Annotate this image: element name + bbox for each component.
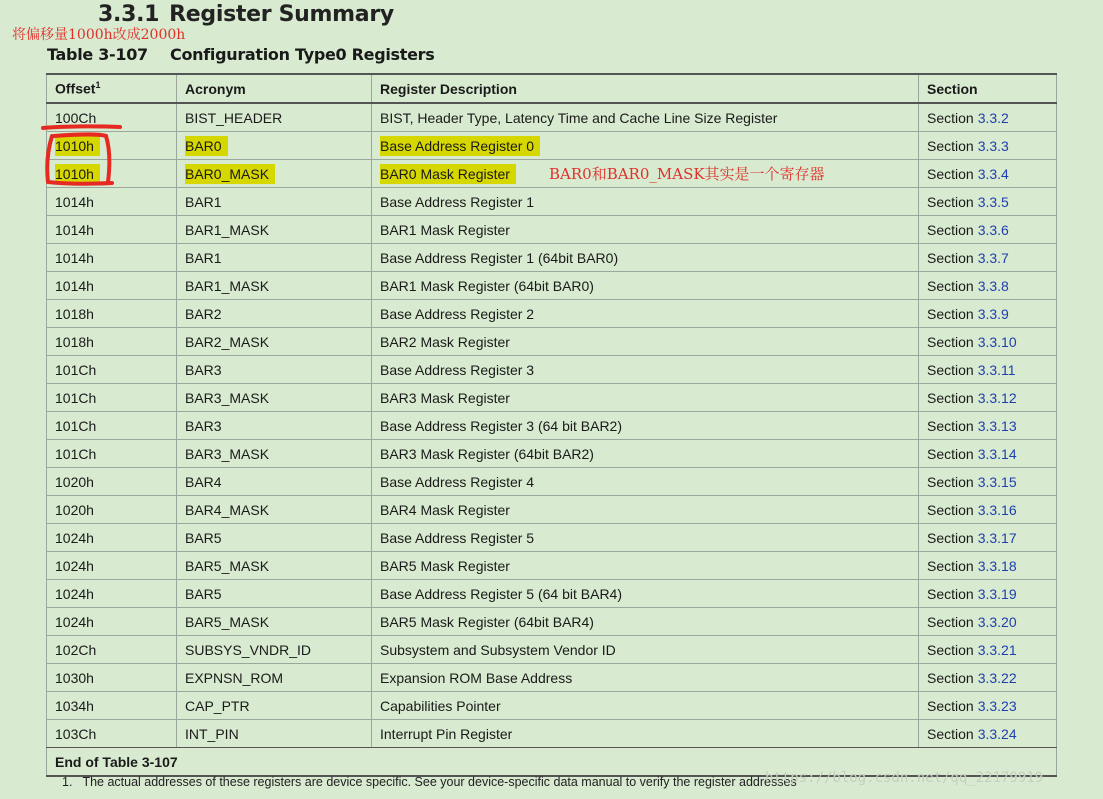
cell-acronym: BAR3_MASK <box>177 440 372 468</box>
cell-description: Base Address Register 2 <box>372 300 919 328</box>
cell-description: BAR5 Mask Register <box>372 552 919 580</box>
cell-section: Section 3.3.20 <box>919 608 1057 636</box>
table-row <box>47 412 1057 440</box>
cell-description: BAR3 Mask Register <box>372 384 919 412</box>
cell-section: Section 3.3.17 <box>919 524 1057 552</box>
watermark: https://blog.csdn.net/qq_22179919 <box>765 770 1044 786</box>
table-title: Configuration Type0 Registers <box>170 45 435 64</box>
cell-acronym: BIST_HEADER <box>177 103 372 132</box>
cell-description: Base Address Register 5 (64 bit BAR4) <box>372 580 919 608</box>
cell-acronym: BAR1 <box>177 188 372 216</box>
cell-acronym: BAR1 <box>177 244 372 272</box>
section-link[interactable]: 3.3.19 <box>977 585 1017 602</box>
table-row <box>47 524 1057 552</box>
cell-offset: 1024h <box>47 524 177 552</box>
section-link[interactable]: 3.3.3 <box>977 137 1009 154</box>
cell-offset: 1034h <box>47 692 177 720</box>
cell-section: Section 3.3.7 <box>919 244 1057 272</box>
cell-section: Section 3.3.24 <box>919 720 1057 748</box>
cell-section: Section 3.3.22 <box>919 664 1057 692</box>
table-row <box>47 720 1057 748</box>
header-description: Register Description <box>372 74 919 103</box>
footnote-text: The actual addresses of these registers are device specific. See your device-specific data manual to verify the register addresses <box>82 775 797 789</box>
cell-description: Base Address Register 0 <box>372 132 919 160</box>
section-link[interactable]: 3.3.24 <box>977 725 1017 742</box>
cell-description: BAR2 Mask Register <box>372 328 919 356</box>
section-link[interactable]: 3.3.11 <box>977 361 1016 378</box>
footnote-number: 1. <box>62 775 73 789</box>
section-link[interactable]: 3.3.12 <box>977 389 1017 406</box>
cell-acronym: BAR4 <box>177 468 372 496</box>
cell-acronym: BAR5_MASK <box>177 608 372 636</box>
cell-offset: 1010h <box>47 132 177 160</box>
cell-section: Section 3.3.23 <box>919 692 1057 720</box>
table-row <box>47 552 1057 580</box>
cell-section: Section 3.3.11 <box>919 356 1057 384</box>
cell-offset: 1024h <box>47 580 177 608</box>
cell-acronym: BAR5 <box>177 524 372 552</box>
footnote <box>62 775 797 789</box>
cell-offset: 1018h <box>47 328 177 356</box>
cell-description: Subsystem and Subsystem Vendor ID <box>372 636 919 664</box>
cell-description: Base Address Register 3 <box>372 356 919 384</box>
handwritten-note-bar0: BAR0和BAR0_MASK其实是一个寄存器 <box>549 165 825 183</box>
section-number: 3.3.1 <box>98 2 160 27</box>
cell-description: BIST, Header Type, Latency Time and Cache Line Size Register <box>372 103 919 132</box>
cell-section: Section 3.3.14 <box>919 440 1057 468</box>
cell-description: Capabilities Pointer <box>372 692 919 720</box>
section-link[interactable]: 3.3.23 <box>977 697 1017 714</box>
table-row <box>47 328 1057 356</box>
cell-offset: 101Ch <box>47 356 177 384</box>
cell-section: Section 3.3.15 <box>919 468 1057 496</box>
cell-section: Section 3.3.8 <box>919 272 1057 300</box>
table-header-row <box>47 74 1057 103</box>
table-label: Table 3-107 <box>47 45 148 64</box>
cell-offset: 101Ch <box>47 412 177 440</box>
cell-description: BAR1 Mask Register <box>372 216 919 244</box>
section-link[interactable]: 3.3.18 <box>977 557 1017 574</box>
cell-section: Section 3.3.2 <box>919 103 1057 132</box>
table-row <box>47 608 1057 636</box>
table-row <box>47 300 1057 328</box>
cell-acronym: BAR4_MASK <box>177 496 372 524</box>
cell-section: Section 3.3.9 <box>919 300 1057 328</box>
cell-description: Base Address Register 1 (64bit BAR0) <box>372 244 919 272</box>
table-row <box>47 356 1057 384</box>
table-row <box>47 692 1057 720</box>
cell-description: BAR4 Mask Register <box>372 496 919 524</box>
cell-description: Base Address Register 4 <box>372 468 919 496</box>
cell-acronym: BAR1_MASK <box>177 216 372 244</box>
cell-section: Section 3.3.18 <box>919 552 1057 580</box>
cell-description: Base Address Register 3 (64 bit BAR2) <box>372 412 919 440</box>
cell-section: Section 3.3.6 <box>919 216 1057 244</box>
cell-acronym: BAR0 <box>177 132 372 160</box>
header-section: Section <box>919 74 1057 103</box>
section-link[interactable]: 3.3.4 <box>977 165 1009 182</box>
section-link[interactable]: 3.3.9 <box>977 305 1009 322</box>
table-row <box>47 580 1057 608</box>
table-row <box>47 103 1057 132</box>
cell-acronym: SUBSYS_VNDR_ID <box>177 636 372 664</box>
cell-offset: 1014h <box>47 216 177 244</box>
cell-section: Section 3.3.4 <box>919 160 1057 188</box>
cell-acronym: BAR1_MASK <box>177 272 372 300</box>
section-link[interactable]: 3.3.5 <box>977 193 1009 210</box>
cell-acronym: BAR3_MASK <box>177 384 372 412</box>
table-row <box>47 440 1057 468</box>
cell-description: Expansion ROM Base Address <box>372 664 919 692</box>
cell-description: Base Address Register 1 <box>372 188 919 216</box>
cell-description: BAR1 Mask Register (64bit BAR0) <box>372 272 919 300</box>
cell-section: Section 3.3.12 <box>919 384 1057 412</box>
cell-offset: 103Ch <box>47 720 177 748</box>
table-caption <box>47 45 435 64</box>
cell-acronym: BAR5_MASK <box>177 552 372 580</box>
cell-acronym: BAR3 <box>177 412 372 440</box>
cell-offset: 101Ch <box>47 440 177 468</box>
cell-offset: 1020h <box>47 496 177 524</box>
cell-offset: 1018h <box>47 300 177 328</box>
section-link[interactable]: 3.3.22 <box>977 669 1017 686</box>
section-link[interactable]: 3.3.8 <box>977 277 1009 294</box>
cell-acronym: INT_PIN <box>177 720 372 748</box>
cell-section: Section 3.3.19 <box>919 580 1057 608</box>
cell-offset: 102Ch <box>47 636 177 664</box>
header-offset-footnote-mark: 1 <box>95 80 101 91</box>
cell-description: BAR5 Mask Register (64bit BAR4) <box>372 608 919 636</box>
section-title: Register Summary <box>169 2 394 27</box>
table-row <box>47 132 1057 160</box>
table-row <box>47 244 1057 272</box>
section-link[interactable]: 3.3.15 <box>977 473 1017 490</box>
cell-offset: 1020h <box>47 468 177 496</box>
cell-description: BAR3 Mask Register (64bit BAR2) <box>372 440 919 468</box>
cell-description: BAR0 Mask Register <box>372 160 919 188</box>
cell-section: Section 3.3.21 <box>919 636 1057 664</box>
cell-section: Section 3.3.13 <box>919 412 1057 440</box>
section-link[interactable]: 3.3.17 <box>977 529 1017 546</box>
cell-acronym: CAP_PTR <box>177 692 372 720</box>
cell-offset: 1030h <box>47 664 177 692</box>
cell-acronym: BAR3 <box>177 356 372 384</box>
section-link[interactable]: 3.3.20 <box>977 613 1017 630</box>
cell-acronym: BAR0_MASK <box>177 160 372 188</box>
cell-section: Section 3.3.5 <box>919 188 1057 216</box>
cell-section: Section 3.3.16 <box>919 496 1057 524</box>
section-link[interactable]: 3.3.7 <box>977 249 1009 266</box>
cell-offset: 1024h <box>47 608 177 636</box>
cell-section: Section 3.3.3 <box>919 132 1057 160</box>
table-body <box>47 103 1057 748</box>
cell-offset: 1014h <box>47 272 177 300</box>
table-row <box>47 384 1057 412</box>
cell-description: Base Address Register 5 <box>372 524 919 552</box>
table-row <box>47 468 1057 496</box>
cell-offset: 1014h <box>47 244 177 272</box>
cell-offset: 1024h <box>47 552 177 580</box>
header-acronym: Acronym <box>177 74 372 103</box>
section-link[interactable]: 3.3.13 <box>977 417 1017 434</box>
cell-offset: 100Ch <box>47 103 177 132</box>
cell-description: Interrupt Pin Register <box>372 720 919 748</box>
cell-offset: 101Ch <box>47 384 177 412</box>
header-offset: Offset$^1$ <box>47 74 177 103</box>
table-row <box>47 188 1057 216</box>
cell-acronym: EXPNSN_ROM <box>177 664 372 692</box>
section-link[interactable]: 3.3.21 <box>977 641 1017 658</box>
cell-offset: 1010h <box>47 160 177 188</box>
table-row <box>47 496 1057 524</box>
cell-acronym: BAR5 <box>177 580 372 608</box>
section-link[interactable]: 3.3.6 <box>977 221 1009 238</box>
table-row <box>47 636 1057 664</box>
cell-acronym: BAR2_MASK <box>177 328 372 356</box>
section-link[interactable]: 3.3.14 <box>977 445 1017 462</box>
cell-acronym: BAR2 <box>177 300 372 328</box>
cell-offset: 1014h <box>47 188 177 216</box>
table-row <box>47 216 1057 244</box>
section-link[interactable]: 3.3.10 <box>977 333 1017 350</box>
handwritten-note-offset: 将偏移量1000h改成2000h <box>12 27 186 43</box>
table-end-label: End of Table 3-107 <box>47 748 1057 777</box>
table-row <box>47 664 1057 692</box>
table-row <box>47 272 1057 300</box>
section-link[interactable]: 3.3.2 <box>977 109 1009 126</box>
section-link[interactable]: 3.3.16 <box>977 501 1017 518</box>
cell-section: Section 3.3.10 <box>919 328 1057 356</box>
